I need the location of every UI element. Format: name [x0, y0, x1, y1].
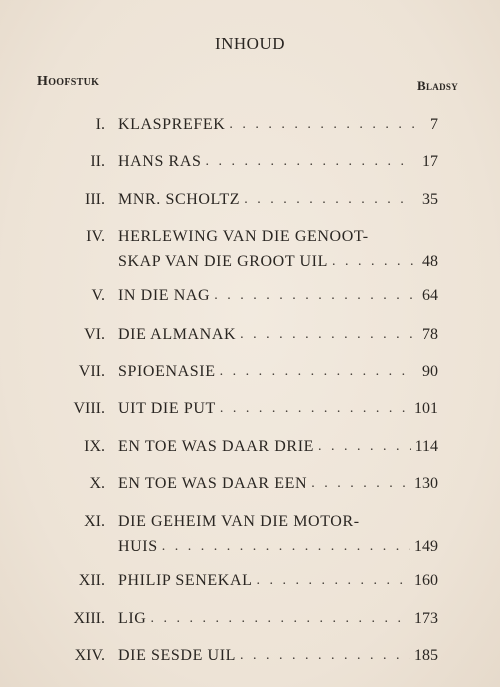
chapter-number: XI.: [84, 513, 105, 530]
dot-leader: [240, 645, 410, 667]
chapter-title: MNR. SCHOLTZ: [118, 191, 241, 208]
chapter-title-line: [118, 324, 438, 346]
chapter-number: I.: [95, 116, 105, 133]
page-number: 149: [414, 538, 438, 555]
dot-leader: [240, 324, 414, 346]
chapter-title: SKAP VAN DIE GROOT UIL: [118, 253, 328, 270]
page-number: 130: [414, 475, 438, 492]
chapter-column-header: Hoofstuk: [37, 74, 100, 89]
dot-leader: [162, 536, 410, 558]
dot-leader: [220, 361, 414, 383]
page-number: 114: [414, 438, 438, 455]
chapter-title-line: [118, 608, 438, 630]
chapter-number: V.: [91, 287, 105, 304]
chapter-number: X.: [89, 475, 105, 492]
dot-leader: [311, 473, 410, 495]
page-column-header: Bladsy: [417, 78, 458, 93]
page-number: 64: [422, 287, 438, 304]
chapter-number: VIII.: [73, 400, 105, 417]
page-number: 7: [430, 116, 438, 133]
chapter-title: DIE SESDE UIL: [118, 647, 237, 664]
chapter-title: HUIS: [118, 538, 158, 555]
chapter-title: UIT DIE PUT: [118, 400, 216, 417]
chapter-number: II.: [90, 153, 105, 170]
page-number: 160: [414, 572, 438, 589]
dot-leader: [206, 151, 415, 173]
chapter-title-line: [118, 285, 438, 307]
page-number: 173: [414, 610, 438, 627]
dot-leader: [244, 189, 414, 211]
chapter-title: SPIOENASIE: [118, 363, 216, 380]
chapter-title: EN TOE WAS DAAR EEN: [118, 475, 308, 492]
chapter-title-line: [118, 473, 438, 495]
chapter-title: IN DIE NAG: [118, 287, 211, 304]
dot-leader: [214, 285, 414, 307]
dot-leader: [220, 398, 410, 420]
chapter-title-line: [118, 189, 438, 211]
chapter-title: PHILIP SENEKAL: [118, 572, 253, 589]
chapter-title: DIE GEHEIM VAN DIE MOTOR-: [118, 513, 360, 530]
chapter-title: KLASPREFEK: [118, 116, 226, 133]
dot-leader: [318, 436, 411, 458]
page-number: 90: [422, 363, 438, 380]
page-number: 48: [422, 253, 438, 270]
chapter-number: VII.: [78, 363, 105, 380]
page-title: INHOUD: [214, 34, 286, 53]
dot-leader: [256, 570, 410, 592]
chapter-title-line: [118, 511, 438, 533]
dot-leader: [150, 608, 410, 630]
chapter-number: XIII.: [73, 610, 105, 627]
dot-leader: [332, 251, 414, 273]
chapter-title-line: [118, 114, 438, 136]
chapter-number: XII.: [78, 572, 105, 589]
page-number: 185: [414, 647, 438, 664]
page-number: 17: [422, 153, 438, 170]
chapter-number: XIV.: [74, 647, 105, 664]
chapter-title-line: [118, 536, 438, 558]
chapter-title-line: [118, 398, 438, 420]
chapter-number: VI.: [84, 326, 105, 343]
chapter-title-line: [118, 226, 438, 248]
chapter-number: IX.: [84, 438, 105, 455]
chapter-title-line: [118, 645, 438, 667]
chapter-title-line: [118, 151, 438, 173]
chapter-title: HERLEWING VAN DIE GENOOT-: [118, 228, 369, 245]
page-number: 78: [422, 326, 438, 343]
chapter-title-line: [118, 361, 438, 383]
dot-leader: [229, 114, 414, 136]
page-number: 101: [414, 400, 438, 417]
chapter-title: DIE ALMANAK: [118, 326, 237, 343]
chapter-title: EN TOE WAS DAAR DRIE: [118, 438, 315, 455]
chapter-title: HANS RAS: [118, 153, 202, 170]
chapter-title-line: [118, 570, 438, 592]
page-number: 35: [422, 191, 438, 208]
chapter-number: IV.: [86, 228, 105, 245]
chapter-title-line: [118, 436, 438, 458]
chapter-title-line: [118, 251, 438, 273]
chapter-number: III.: [85, 191, 105, 208]
chapter-title: LIG: [118, 610, 147, 627]
